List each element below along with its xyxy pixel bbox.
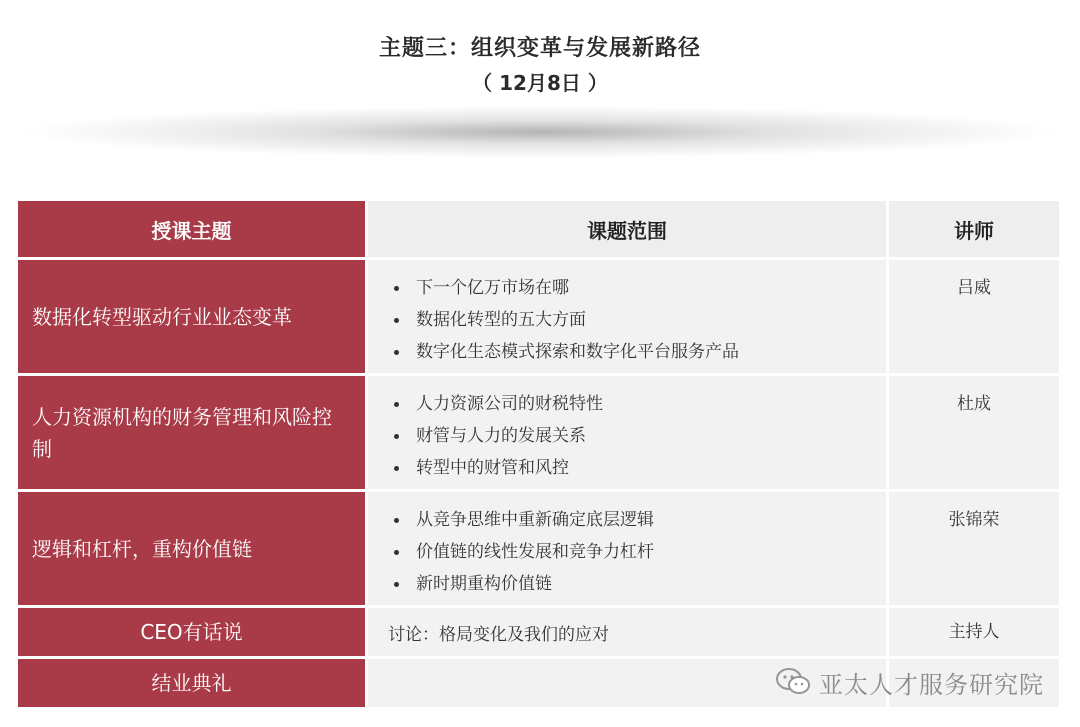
row-range: 讨论：格局变化及我们的应对 — [368, 608, 886, 656]
list-item — [392, 272, 886, 304]
list-item — [392, 388, 886, 420]
row-topic: 人力资源机构的财务管理和风险控制 — [18, 376, 365, 489]
column-header-topic: 授课主题 — [18, 201, 365, 257]
wechat-icon — [775, 667, 811, 697]
list-item-text: 财管与人力的发展关系 — [416, 426, 586, 446]
list-item — [392, 504, 886, 536]
row-topic: 数据化转型驱动行业业态变革 — [18, 260, 365, 373]
list-item — [392, 304, 886, 336]
row-teacher: 主持人 — [889, 608, 1059, 656]
row-teacher: 张锦荣 — [889, 492, 1059, 605]
decorative-shadow — [20, 106, 1060, 158]
row-teacher: 杜成 — [889, 376, 1059, 489]
list-item — [392, 536, 886, 568]
watermark — [775, 664, 1044, 700]
row-topic: CEO有话说 — [18, 608, 365, 656]
page-title: 主题三：组织变革与发展新路径 — [378, 36, 701, 61]
list-item — [392, 452, 886, 484]
column-header-teacher: 讲师 — [889, 201, 1059, 257]
list-item-text: 价值链的线性发展和竞争力杠杆 — [416, 542, 654, 562]
row-range — [368, 260, 886, 373]
row-teacher: 吕威 — [889, 260, 1059, 373]
list-item — [392, 336, 886, 368]
bullet-icon — [394, 582, 399, 587]
list-item-text: 数据化转型的五大方面 — [416, 310, 586, 330]
bullet-icon — [394, 350, 399, 355]
row-topic: 逻辑和杠杆，重构价值链 — [18, 492, 365, 605]
title-block — [0, 34, 1080, 98]
page-date: （ 12月8日 ） — [472, 71, 608, 95]
list-item-text: 新时期重构价值链 — [416, 574, 552, 594]
row-range — [368, 376, 886, 489]
bullet-icon — [394, 286, 399, 291]
bullet-icon — [394, 518, 399, 523]
column-header-range: 课题范围 — [368, 201, 886, 257]
bullet-icon — [394, 434, 399, 439]
list-item-text: 人力资源公司的财税特性 — [416, 394, 603, 414]
list-item — [392, 568, 886, 600]
list-item-text: 数字化生态模式探索和数字化平台服务产品 — [416, 342, 739, 362]
list-item-text: 转型中的财管和风控 — [416, 458, 569, 478]
row-range — [368, 492, 886, 605]
watermark-text: 亚太人才服务研究院 — [819, 670, 1044, 699]
schedule-table — [18, 201, 1060, 707]
bullet-icon — [394, 550, 399, 555]
bullet-icon — [394, 466, 399, 471]
row-topic: 结业典礼 — [18, 659, 365, 707]
list-item-text: 从竞争思维中重新确定底层逻辑 — [416, 510, 654, 530]
bullet-icon — [394, 402, 399, 407]
list-item-text: 下一个亿万市场在哪 — [416, 278, 569, 298]
bullet-icon — [394, 318, 399, 323]
list-item — [392, 420, 886, 452]
